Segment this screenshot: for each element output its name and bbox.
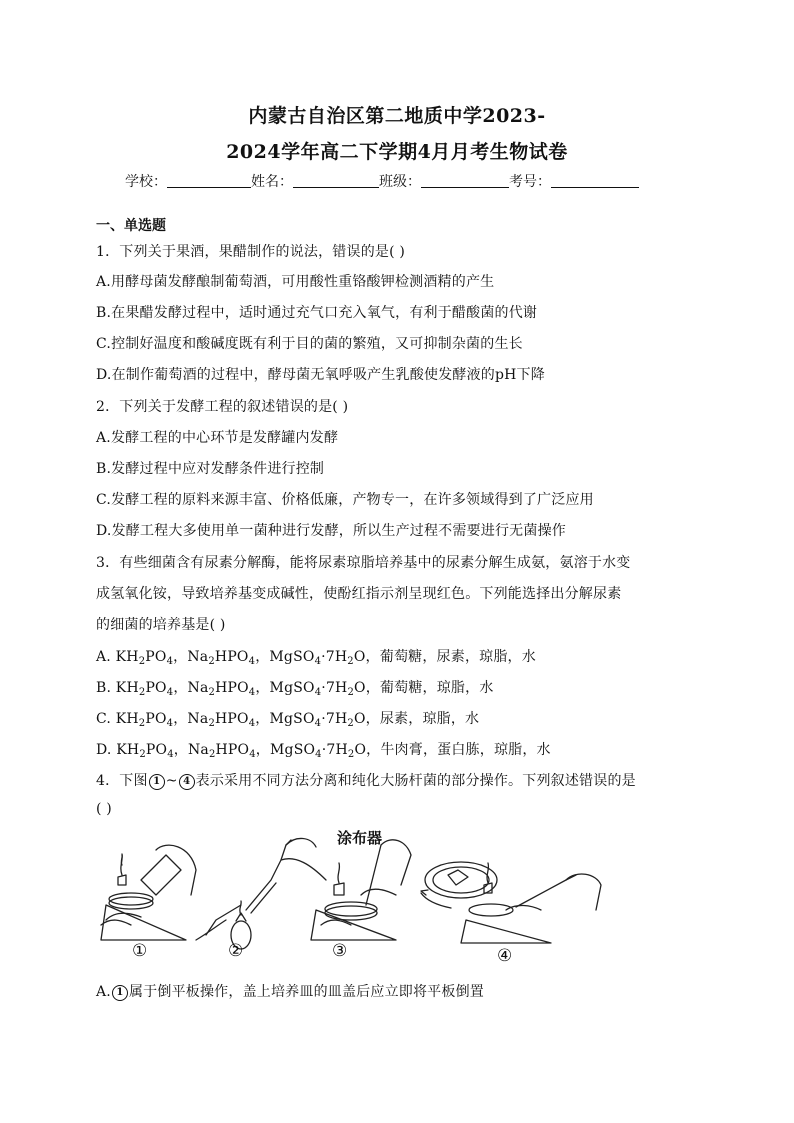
q3-stem-line2: 成氢氧化铵，导致培养基变成碱性，使酚红指示剂呈现红色。下列能选择出分解尿素 bbox=[96, 586, 622, 602]
q1-stem: 1．下列关于果酒，果醋制作的说法，错误的是( ) bbox=[96, 244, 406, 260]
option-c-prefix: C. bbox=[96, 711, 116, 727]
option-a-tail: ，葡萄糖，尿素，琼脂，水 bbox=[365, 649, 536, 665]
class-label: 班级： bbox=[379, 174, 421, 190]
q3-option-c[interactable]: C. $KH_2PO_4$，$Na_2HPO_4$，$MgSO_4\cdot 7H_2O$，尿素，琼脂，水 bbox=[96, 711, 480, 729]
q4-stem-start: 4．下图 bbox=[96, 773, 148, 789]
q1-option-b[interactable]: B.在果醋发酵过程中，适时通过充气口充入氧气，有利于醋酸菌的代谢 bbox=[96, 305, 538, 321]
circled-4: 4 bbox=[179, 774, 195, 790]
school-label: 学校： bbox=[125, 174, 167, 190]
q3-stem-line1: 3．有些细菌含有尿素分解酶，能将尿素琼脂培养基中的尿素分解生成氨，氨溶于水变 bbox=[96, 555, 631, 571]
figure-number-1: ① bbox=[132, 941, 148, 961]
circled-1: 1 bbox=[112, 985, 128, 1001]
option-d-tail: ，牛肉膏，蛋白胨，琼脂，水 bbox=[366, 742, 551, 758]
name-label: 姓名： bbox=[251, 174, 293, 190]
circled-1: 1 bbox=[149, 774, 165, 790]
q4-stem-line1 bbox=[96, 770, 636, 790]
exam-title-line2: 2024学年高二下学期4月月考生物试卷 bbox=[226, 141, 568, 163]
figure-number-3: ③ bbox=[332, 941, 348, 961]
option-b-tail: ，葡萄糖，琼脂，水 bbox=[365, 680, 494, 696]
class-field[interactable] bbox=[421, 173, 509, 188]
q4-stem-end: 表示采用不同方法分离和纯化大肠杆菌的部分操作。下列叙述错误的是 bbox=[195, 773, 636, 789]
q2-option-a[interactable]: A.发酵工程的中心环节是发酵罐内发酵 bbox=[96, 430, 339, 446]
option-a-prefix: A. bbox=[96, 649, 116, 665]
q3-option-b[interactable]: B. $KH_2PO_4$，$Na_2HPO_4$，$MgSO_4\cdot 7H_2O$，葡萄糖，琼脂，水 bbox=[96, 680, 494, 698]
spreader-label: 涂布器 bbox=[337, 829, 383, 847]
flame-loop-illustration bbox=[196, 838, 326, 949]
streaking-illustration bbox=[421, 862, 601, 943]
student-info-row bbox=[125, 171, 639, 191]
option-b-prefix: B. bbox=[96, 680, 116, 696]
option-a-text: 属于倒平板操作，盖上培养皿的皿盖后应立即将平板倒置 bbox=[128, 984, 484, 1000]
q1-option-a[interactable]: A.用酵母菌发酵酿制葡萄酒，可用酸性重铬酸钾检测酒精的产生 bbox=[96, 274, 495, 290]
section-title: 一、单选题 bbox=[96, 218, 166, 234]
option-d-prefix: D. bbox=[96, 742, 117, 758]
q2-stem: 2．下列关于发酵工程的叙述错误的是( ) bbox=[96, 399, 349, 415]
q4-option-a[interactable] bbox=[96, 981, 484, 1001]
option-c-tail: ，尿素，琼脂，水 bbox=[365, 711, 480, 727]
q3-stem-line3: 的细菌的培养基是( ) bbox=[96, 617, 226, 633]
school-field[interactable] bbox=[167, 173, 251, 188]
q3-option-d[interactable]: D. $KH_2PO_4$，$Na_2HPO_4$，$MgSO_4\cdot 7H_2O$，牛肉膏，蛋白胨，琼脂，水 bbox=[96, 742, 551, 760]
q4-stem-tilde: ~ bbox=[165, 773, 178, 789]
exam-title-line1: 内蒙古自治区第二地质中学2023- bbox=[248, 105, 546, 127]
pour-plate-illustration bbox=[101, 845, 196, 940]
q4-stem-line2: ( ) bbox=[96, 801, 112, 817]
q1-option-d[interactable]: D.在制作葡萄酒的过程中，酵母菌无氧呼吸产生乳酸使发酵液的pH下降 bbox=[96, 367, 545, 383]
q3-option-a[interactable]: A. $KH_2PO_4$，$Na_2HPO_4$，$MgSO_4\cdot 7H_2O$，葡萄糖，尿素，琼脂，水 bbox=[96, 649, 536, 667]
spreading-illustration bbox=[311, 840, 411, 940]
q2-option-d[interactable]: D.发酵工程大多使用单一菌种进行发酵，所以生产过程不需要进行无菌操作 bbox=[96, 523, 566, 539]
q2-option-c[interactable]: C.发酵工程的原料来源丰富、价格低廉，产物专一，在许多领域得到了广泛应用 bbox=[96, 492, 594, 508]
figure-number-4: ④ bbox=[497, 946, 513, 966]
option-a-prefix: A. bbox=[96, 984, 111, 1000]
q2-option-b[interactable]: B.发酵过程中应对发酵条件进行控制 bbox=[96, 461, 325, 477]
figure-number-2: ② bbox=[228, 941, 244, 961]
name-field[interactable] bbox=[293, 173, 379, 188]
q1-option-c[interactable]: C.控制好温度和酸碱度既有利于目的菌的繁殖，又可抑制杂菌的生长 bbox=[96, 336, 523, 352]
number-field[interactable] bbox=[551, 173, 639, 188]
lab-operations-figure bbox=[96, 825, 696, 970]
number-label: 考号： bbox=[509, 174, 551, 190]
